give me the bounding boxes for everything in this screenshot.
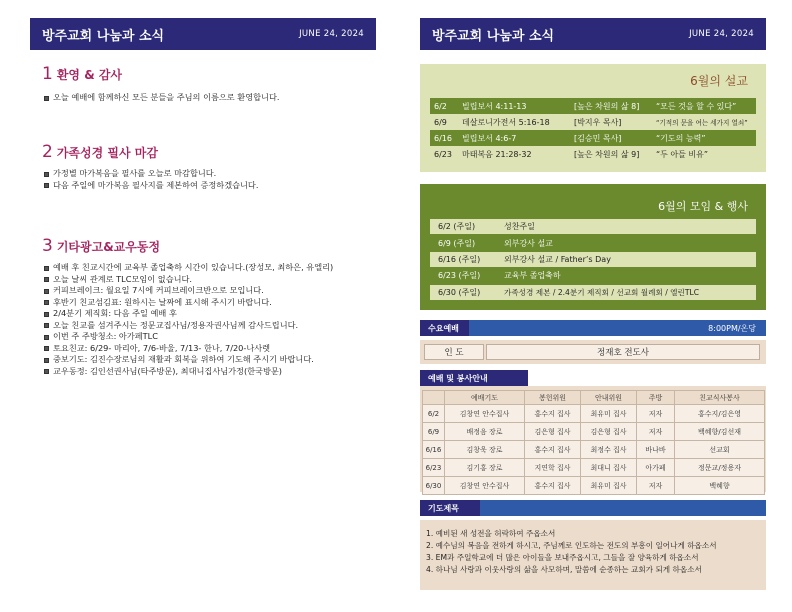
list-item: 커피브레이크: 월요일 7시에 커피브레이크반으로 모입니다.	[44, 285, 374, 297]
sermon-title: “두 아들 비유”	[656, 149, 709, 159]
event-text: 외부강사 설교 / Father’s Day	[504, 255, 611, 264]
wednesday-worship-title: 수요예배	[420, 320, 469, 336]
leader-name: 정재호 전도사	[486, 344, 760, 360]
event-date: 6/16 (주일)	[438, 255, 481, 264]
table-cell: 6/2	[423, 405, 445, 423]
list-item: 오늘 날씨 관계로 TLC모임이 없습니다.	[44, 274, 374, 286]
table-cell: 저자	[637, 477, 675, 495]
table-cell: 6/30	[423, 477, 445, 495]
table-cell: 최유미 집사	[581, 477, 637, 495]
table-cell: 백혜향/김선재	[675, 423, 765, 441]
prayer-item: 1. 예비된 새 성전을 허락하여 주옵소서	[426, 529, 556, 538]
sermon-schedule-box	[420, 64, 766, 172]
sermon-passage: 마태복음 21:28-32	[462, 149, 532, 159]
table-cell: 최유미 집사	[581, 405, 637, 423]
column-header: 안내위원	[581, 391, 637, 405]
announcements-list	[44, 262, 374, 377]
prayer-title: 기도제목	[420, 500, 480, 516]
table-row	[423, 423, 765, 441]
event-date: 6/23 (주일)	[438, 271, 481, 280]
table-cell: 아가페	[637, 459, 675, 477]
list-item: 예배 후 친교시간에 교육부 졸업축하 시간이 있습니다.(장성모, 최하은, 유엘리)	[44, 262, 374, 274]
sermon-title: “모든 것을 할 수 있다”	[656, 101, 737, 111]
bulletin-title: 방주교회 나눔과 소식	[432, 28, 555, 44]
column-header	[423, 391, 445, 405]
section-heading-announcements	[42, 236, 160, 256]
event-row	[430, 285, 756, 300]
table-cell: 최정수 집사	[581, 441, 637, 459]
table-cell: 지연학 집사	[525, 459, 581, 477]
section-number: 3	[42, 236, 53, 256]
bulletin-title: 방주교회 나눔과 소식	[42, 28, 165, 44]
table-cell: 홍수지/김은영	[675, 405, 765, 423]
table-cell: 김창연 안수집사	[445, 477, 525, 495]
welcome-list	[44, 92, 374, 104]
section-heading-bible-copy	[42, 142, 158, 162]
sermon-date: 6/16	[434, 133, 452, 143]
table-cell: 김창욱 장로	[445, 441, 525, 459]
service-table-box	[420, 386, 766, 492]
table-header-row	[423, 391, 765, 405]
event-row	[430, 219, 756, 234]
event-row	[430, 236, 756, 251]
table-row	[423, 477, 765, 495]
section-title: 가족성경 필사 마감	[56, 146, 158, 160]
event-row	[430, 268, 756, 283]
list-item: 2/4분기 제직회: 다음 주일 예배 후	[44, 308, 374, 320]
sermon-preacher: [박지우 목사]	[574, 117, 622, 127]
table-cell: 6/23	[423, 459, 445, 477]
list-item: 교우동정: 김인선권사님(타주방문), 최대니집사님가정(한국방문)	[44, 366, 374, 378]
table-cell: 백혜향	[675, 477, 765, 495]
prayer-list	[420, 520, 766, 590]
events-schedule-box	[420, 184, 766, 310]
event-text: 가족성경 제본 / 2.4분기 제직회 / 선교회 월례회 / 엘린TLC	[504, 288, 700, 297]
sermon-title: “기도의 능력”	[656, 133, 706, 143]
page-header-left	[30, 18, 376, 50]
table-cell: 6/16	[423, 441, 445, 459]
table-cell: 홍수지 집사	[525, 441, 581, 459]
sermon-date: 6/2	[434, 101, 447, 111]
event-row	[430, 252, 756, 267]
table-cell: 김창연 안수집사	[445, 405, 525, 423]
column-header: 봉헌위원	[525, 391, 581, 405]
prayer-item: 2. 예수님의 복음을 전하게 하시고, 주님께로 인도하는 전도의 부흥이 일어나게 하옵소서	[426, 541, 717, 550]
table-cell: 저자	[637, 405, 675, 423]
wednesday-worship-time: 8:00PM/온당	[708, 323, 756, 333]
table-cell: 최대니 집사	[581, 459, 637, 477]
bulletin-date: JUNE 24, 2024	[299, 29, 364, 39]
sermon-date: 6/9	[434, 117, 447, 127]
event-text: 외부강사 설교	[504, 239, 553, 248]
table-cell: 홍수지 집사	[525, 477, 581, 495]
table-cell: 김기홍 장로	[445, 459, 525, 477]
table-row	[423, 459, 765, 477]
prayer-item: 4. 하나님 사랑과 이웃사랑의 삶을 사모하며, 말씀에 순종하는 교회가 되게 하옵소서	[426, 565, 702, 574]
bulletin-date: JUNE 24, 2024	[689, 29, 754, 39]
table-cell: 저자	[637, 423, 675, 441]
wednesday-leader-row	[420, 340, 766, 364]
page-header-right	[420, 18, 766, 50]
sermon-date: 6/23	[434, 149, 452, 159]
list-item: 오늘 예배에 함께하신 모든 분들을 주님의 이름으로 환영합니다.	[44, 92, 374, 104]
section-number: 1	[42, 64, 53, 84]
section-title: 기타광고&교우동정	[56, 240, 161, 254]
sermon-row	[430, 114, 756, 130]
table-cell: 6/9	[423, 423, 445, 441]
sermon-title: “기적의 문을 여는 세가지 열쇠”	[656, 119, 748, 127]
event-date: 6/30 (주일)	[438, 288, 481, 297]
table-cell: 정문교/정용자	[675, 459, 765, 477]
sermon-passage: 빌립보서 4:6-7	[462, 133, 517, 143]
table-row	[423, 405, 765, 423]
section-heading-welcome	[42, 64, 122, 84]
table-cell: 배정음 장로	[445, 423, 525, 441]
column-header: 주방	[637, 391, 675, 405]
sermon-row	[430, 98, 756, 114]
sermon-passage: 데살로니가전서 5:16-18	[462, 117, 550, 127]
list-item: 이번 주 주방청소: 아가페TLC	[44, 331, 374, 343]
sermon-passage: 빌립보서 4:11-13	[462, 101, 527, 111]
table-cell: 선교회	[675, 441, 765, 459]
events-box-title: 6월의 모임 & 행사	[658, 200, 748, 213]
sermon-box-title: 6월의 설교	[690, 74, 748, 88]
sermon-preacher: [높은 차원의 삶 9]	[574, 149, 640, 159]
list-item: 다음 주일에 마가복음 필사지를 제본하여 증정하겠습니다.	[44, 180, 374, 192]
list-item: 가정별 마가복음을 필사를 오늘로 마감합니다.	[44, 168, 374, 180]
event-text: 성찬주일	[504, 222, 535, 231]
prayer-item: 3. EM과 주일학교에 더 많은 아이들을 보내주옵시고, 그들을 잘 양육하게 하옵소서	[426, 553, 699, 562]
table-row	[423, 441, 765, 459]
event-date: 6/9 (주일)	[438, 239, 476, 248]
service-table	[422, 390, 765, 495]
column-header: 친교식사봉사	[675, 391, 765, 405]
list-item: 후반기 친교섬김표: 원하시는 날짜에 표시해 주시기 바랍니다.	[44, 297, 374, 309]
table-cell: 김은형 집사	[581, 423, 637, 441]
prayer-title-bar	[420, 500, 766, 516]
sermon-preacher: [높은 차원의 삶 8]	[574, 101, 640, 111]
table-cell: 바나바	[637, 441, 675, 459]
table-cell: 김은형 집사	[525, 423, 581, 441]
sermon-preacher: [김승민 목사]	[574, 133, 622, 143]
list-item: 중보기도: 김진수장로님의 재활과 회복을 위하여 기도해 주시기 바랍니다.	[44, 354, 374, 366]
sermon-row	[430, 130, 756, 146]
list-item: 오늘 친교를 섬겨주시는 정문교집사님/정용자권사님께 감사드립니다.	[44, 320, 374, 332]
section-title: 환영 & 감사	[56, 68, 123, 82]
event-text: 교육부 졸업축하	[504, 271, 561, 280]
sermon-row	[430, 146, 756, 162]
section-number: 2	[42, 142, 53, 162]
table-cell: 홍수지 집사	[525, 405, 581, 423]
bible-copy-list	[44, 168, 374, 191]
list-item: 토요친교: 6/29- 마리아, 7/6-바울, 7/13- 한나, 7/20-나사렛	[44, 343, 374, 355]
column-header: 예배기도	[445, 391, 525, 405]
wednesday-worship-bar	[420, 320, 766, 336]
service-table-title: 예배 및 봉사안내	[420, 370, 528, 386]
leader-role: 인 도	[424, 344, 484, 360]
event-date: 6/2 (주일)	[438, 222, 476, 231]
